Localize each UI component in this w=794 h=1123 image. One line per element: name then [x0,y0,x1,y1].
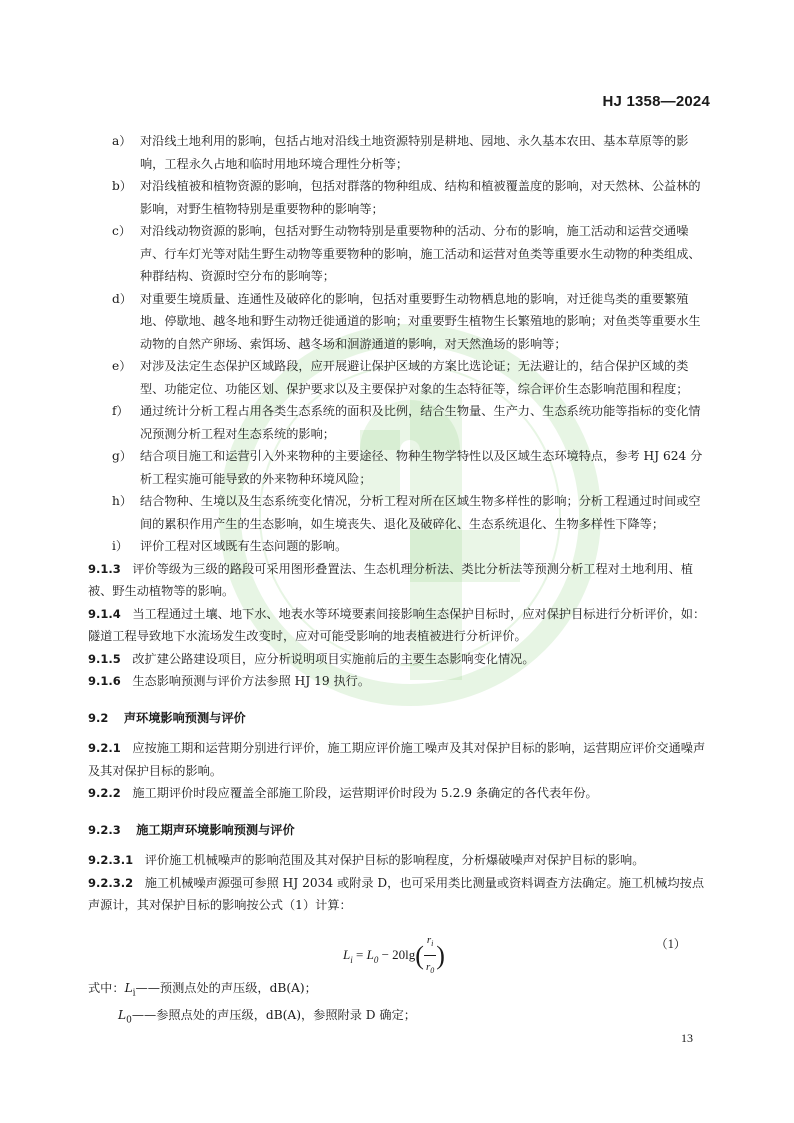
list-item-label: h） [112,494,133,508]
clause-number: 9.1.3 [88,561,121,576]
clause-paragraph [88,648,708,671]
standard-number: HJ 1358—2024 [602,93,710,110]
clause-text: 评价施工机械噪声的影响范围及其对保护目标的影响程度，分析爆破噪声对保护目标的影响。 [144,853,645,867]
clauses-9-2-3-1-to-9-2-3-2 [88,849,708,917]
clauses-9-2-1-to-9-2-2 [88,737,708,805]
clause-number: 9.1.5 [88,651,121,666]
list-item [88,220,708,288]
list-item [88,175,708,220]
list-item-label: g） [112,449,132,463]
clause-text: 改扩建公路建设项目，应分析说明项目实施前后的主要生态影响变化情况。 [132,651,535,666]
list-item [88,445,708,490]
list-item-text: 对沿线动物资源的影响，包括对野生动物特别是重要物种的活动、分布的影响，施工活动和运营交通噪声、行车灯光等对陆生野生动物等重要物种的影响，施工活动和运营对鱼类等重要水生动物的种类组成、种群结构、资源时空分布的影响等； [140,224,701,283]
clause-number: 9.2.3.2 [88,875,134,890]
list-item [88,535,708,558]
clause-text: 应按施工期和运营期分别进行评价，施工期应评价施工噪声及其对保护目标的影响，运营期应评价交通噪声及其对保护目标的影响。 [88,741,706,778]
impact-list [88,130,708,558]
clause-number: 9.2.3.1 [88,853,134,867]
clause-paragraph [88,849,708,872]
list-item [88,130,708,175]
list-item-text: 对沿线土地利用的影响，包括占地对沿线土地资源特别是耕地、园地、永久基本农田、基本草原等的影响，工程永久占地和临时用地环境合理性分析等； [140,134,689,171]
where-clause [88,977,708,1033]
list-item-text: 通过统计分析工程占用各类生态系统的面积及比例，结合生物量、生产力、生态系统功能等指标的变化情况预测分析工程对生态系统的影响； [140,404,701,441]
list-item-text: 对重要生境质量、连通性及破碎化的影响，包括对重要野生动物栖息地的影响，对迁徙鸟类的重要繁殖地、停歇地、越冬地和野生动物迁徙通道的影响；对重要野生植物生长繁殖地的影响；对鱼类等重要水生动物的自然产卵场、索饵场、越冬场和洄游通道的影响，对天然渔场的影响等； [140,291,701,351]
formula-expression: $L_i = L_0 - 20\lg$( $\frac{r_i}{r_0}$ ) [343,929,445,983]
clause-text: 施工机械噪声源强可参照 HJ 2034 或附录 D，也可采用类比测量或资料调查方法确定。施工机械均按点声源计，其对保护目标的影响按公式（1）计算： [88,875,705,912]
clause-text: 当工程通过土壤、地下水、地表水等环境要素间接影响生态保护目标时，应对保护目标进行分析评价，如：隧道工程导致地下水流场发生改变时，应对可能受影响的地表植被进行分析评价。 [88,606,706,643]
where-line-li: 式中：$L_i——$预测点处的声压级，dB(A)； [88,980,317,998]
list-item-text: 对沿线植被和植物资源的影响，包括对群落的物种组成、结构和植被覆盖度的影响，对天然林、公益林的影响，对野生植物特别是重要物种的影响等； [140,179,701,216]
clause-number: 9.2.1 [88,741,121,755]
list-item-label: c） [112,224,132,238]
clause-paragraph [88,737,708,782]
section-heading-9-2: 9.2 声环境影响预测与评价 [88,710,246,725]
list-item-label: d） [112,291,132,306]
list-item-label: a） [112,134,132,148]
list-item-text: 结合项目施工和运营引入外来物种的主要途径、物种生物学特性以及区域生态环境特点，参考 HJ 624 分析工程实施可能导致的外来物种环境风险； [140,449,703,486]
clause-paragraph [88,782,708,805]
list-item-text: 结合物种、生境以及生态系统变化情况，分析工程对所在区域生物多样性的影响；分析工程通过时间或空间的累积作用产生的生态影响，如生境丧失、退化及破碎化、生态系统退化、生物多样性下降等； [140,494,701,531]
page-number: 13 [681,1031,693,1045]
list-item [88,288,708,356]
clause-text: 生态影响预测与评价方法参照 HJ 19 执行。 [132,674,371,688]
formula-fraction: $\frac{r_i}{r_0}$ [424,929,436,983]
where-line-l0: $L_0——$参照点处的声压级，dB(A)，参照附录 D 确定； [118,1008,416,1026]
list-item [88,355,708,400]
clause-number: 9.1.4 [88,606,121,621]
clause-paragraph [88,872,708,917]
list-item-text: 评价工程对区域既有生态问题的影响。 [140,539,348,553]
clauses-9-1-3-to-9-1-6 [88,558,708,693]
list-item [88,400,708,445]
clause-paragraph [88,670,708,693]
formula-1 [88,921,708,976]
list-item-label: b） [112,179,132,193]
list-item-label: e） [112,359,132,373]
clause-paragraph [88,558,708,603]
clause-text: 施工期评价时段应覆盖全部施工阶段，运营期评价时段为 5.2.9 条确定的各代表年份。 [132,786,598,800]
list-item [88,490,708,535]
list-item-label: i） [112,539,129,553]
section-heading-9-2-3: 9.2.3 施工期声环境影响预测与评价 [88,822,295,837]
clause-number: 9.2.2 [88,786,121,800]
list-item-label: f） [112,404,129,418]
clause-number: 9.1.6 [88,674,121,688]
equation-number: （1） [655,936,686,951]
body-text [88,130,708,1032]
list-item-text: 对涉及法定生态保护区域路段，应开展避让保护区域的方案比选论证；无法避让的，结合保护区域的类型、功能定位、功能区划、保护要求以及主要保护对象的生态特征等，综合评价生态影响范围和程度； [140,359,689,396]
clause-text: 评价等级为三级的路段可采用图形叠置法、生态机理分析法、类比分析法等预测分析工程对土地利用、植被、野生动植物等的影响。 [88,561,693,598]
clause-paragraph [88,603,708,648]
